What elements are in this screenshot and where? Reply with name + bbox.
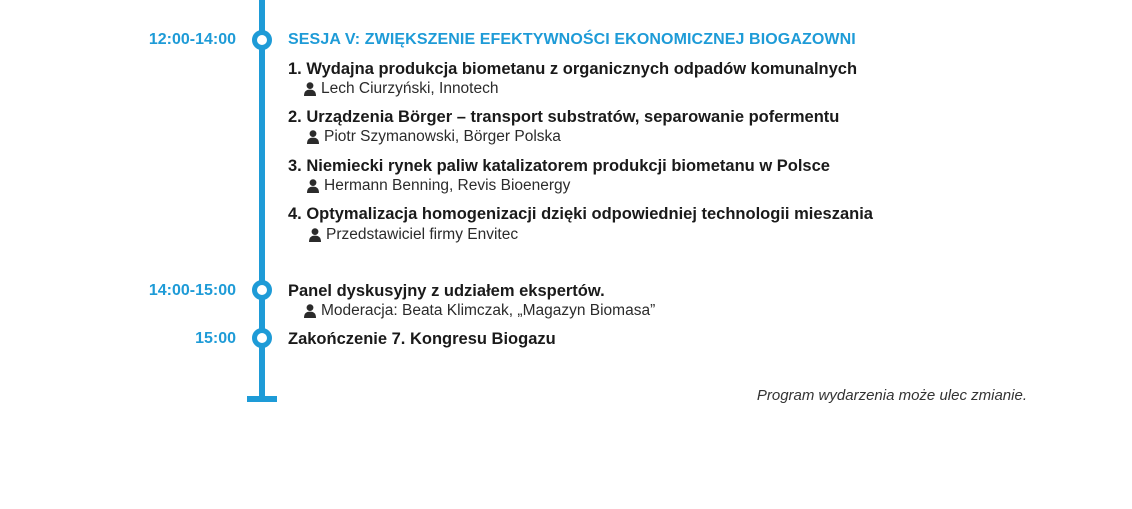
speaker-name: Piotr Szymanowski, Börger Polska bbox=[324, 128, 561, 145]
program-change-note: Program wydarzenia może ulec zmianie. bbox=[756, 387, 1027, 404]
person-icon bbox=[307, 179, 319, 193]
timeline-dot-session bbox=[252, 30, 272, 50]
session-title: SESJA V: ZWIĘKSZENIE EFEKTYWNOŚCI EKONOMICZNEJ BIOGAZOWNI bbox=[288, 31, 856, 48]
talk-title-1: 1. Wydajna produkcja biometanu z organicznych odpadów komunalnych bbox=[288, 60, 858, 78]
closing-title: Zakończenie 7. Kongresu Biogazu bbox=[288, 330, 556, 348]
panel-title: Panel dyskusyjny z udziałem ekspertów. bbox=[288, 282, 605, 300]
panel-moderator bbox=[304, 301, 655, 321]
speaker-name: Przedstawiciel firmy Envitec bbox=[326, 226, 519, 243]
timeline-dot-panel bbox=[252, 280, 272, 300]
talk-speaker-1 bbox=[304, 79, 498, 99]
talk-speaker-2 bbox=[307, 127, 561, 147]
moderator-name: Moderacja: Beata Klimczak, „Magazyn Biomasa” bbox=[321, 302, 656, 319]
person-icon bbox=[307, 130, 319, 144]
person-icon bbox=[304, 82, 316, 96]
panel-time: 14:00-15:00 bbox=[148, 282, 236, 299]
talk-title-2: 2. Urządzenia Börger – transport substratów, separowanie pofermentu bbox=[288, 108, 840, 126]
talk-title-4: 4. Optymalizacja homogenizacji dzięki odpowiedniej technologii mieszania bbox=[288, 205, 873, 223]
session-time: 12:00-14:00 bbox=[148, 31, 236, 48]
person-icon bbox=[304, 304, 316, 318]
talk-speaker-4 bbox=[309, 225, 518, 245]
speaker-name: Hermann Benning, Revis Bioenergy bbox=[324, 177, 571, 194]
person-icon bbox=[309, 228, 321, 242]
closing-time: 15:00 bbox=[195, 330, 236, 347]
timeline-end-cap bbox=[247, 396, 277, 402]
talk-speaker-3 bbox=[307, 176, 570, 196]
talk-title-3: 3. Niemiecki rynek paliw katalizatorem produkcji biometanu w Polsce bbox=[288, 157, 830, 175]
speaker-name: Lech Ciurzyński, Innotech bbox=[321, 80, 499, 97]
timeline-dot-closing bbox=[252, 328, 272, 348]
